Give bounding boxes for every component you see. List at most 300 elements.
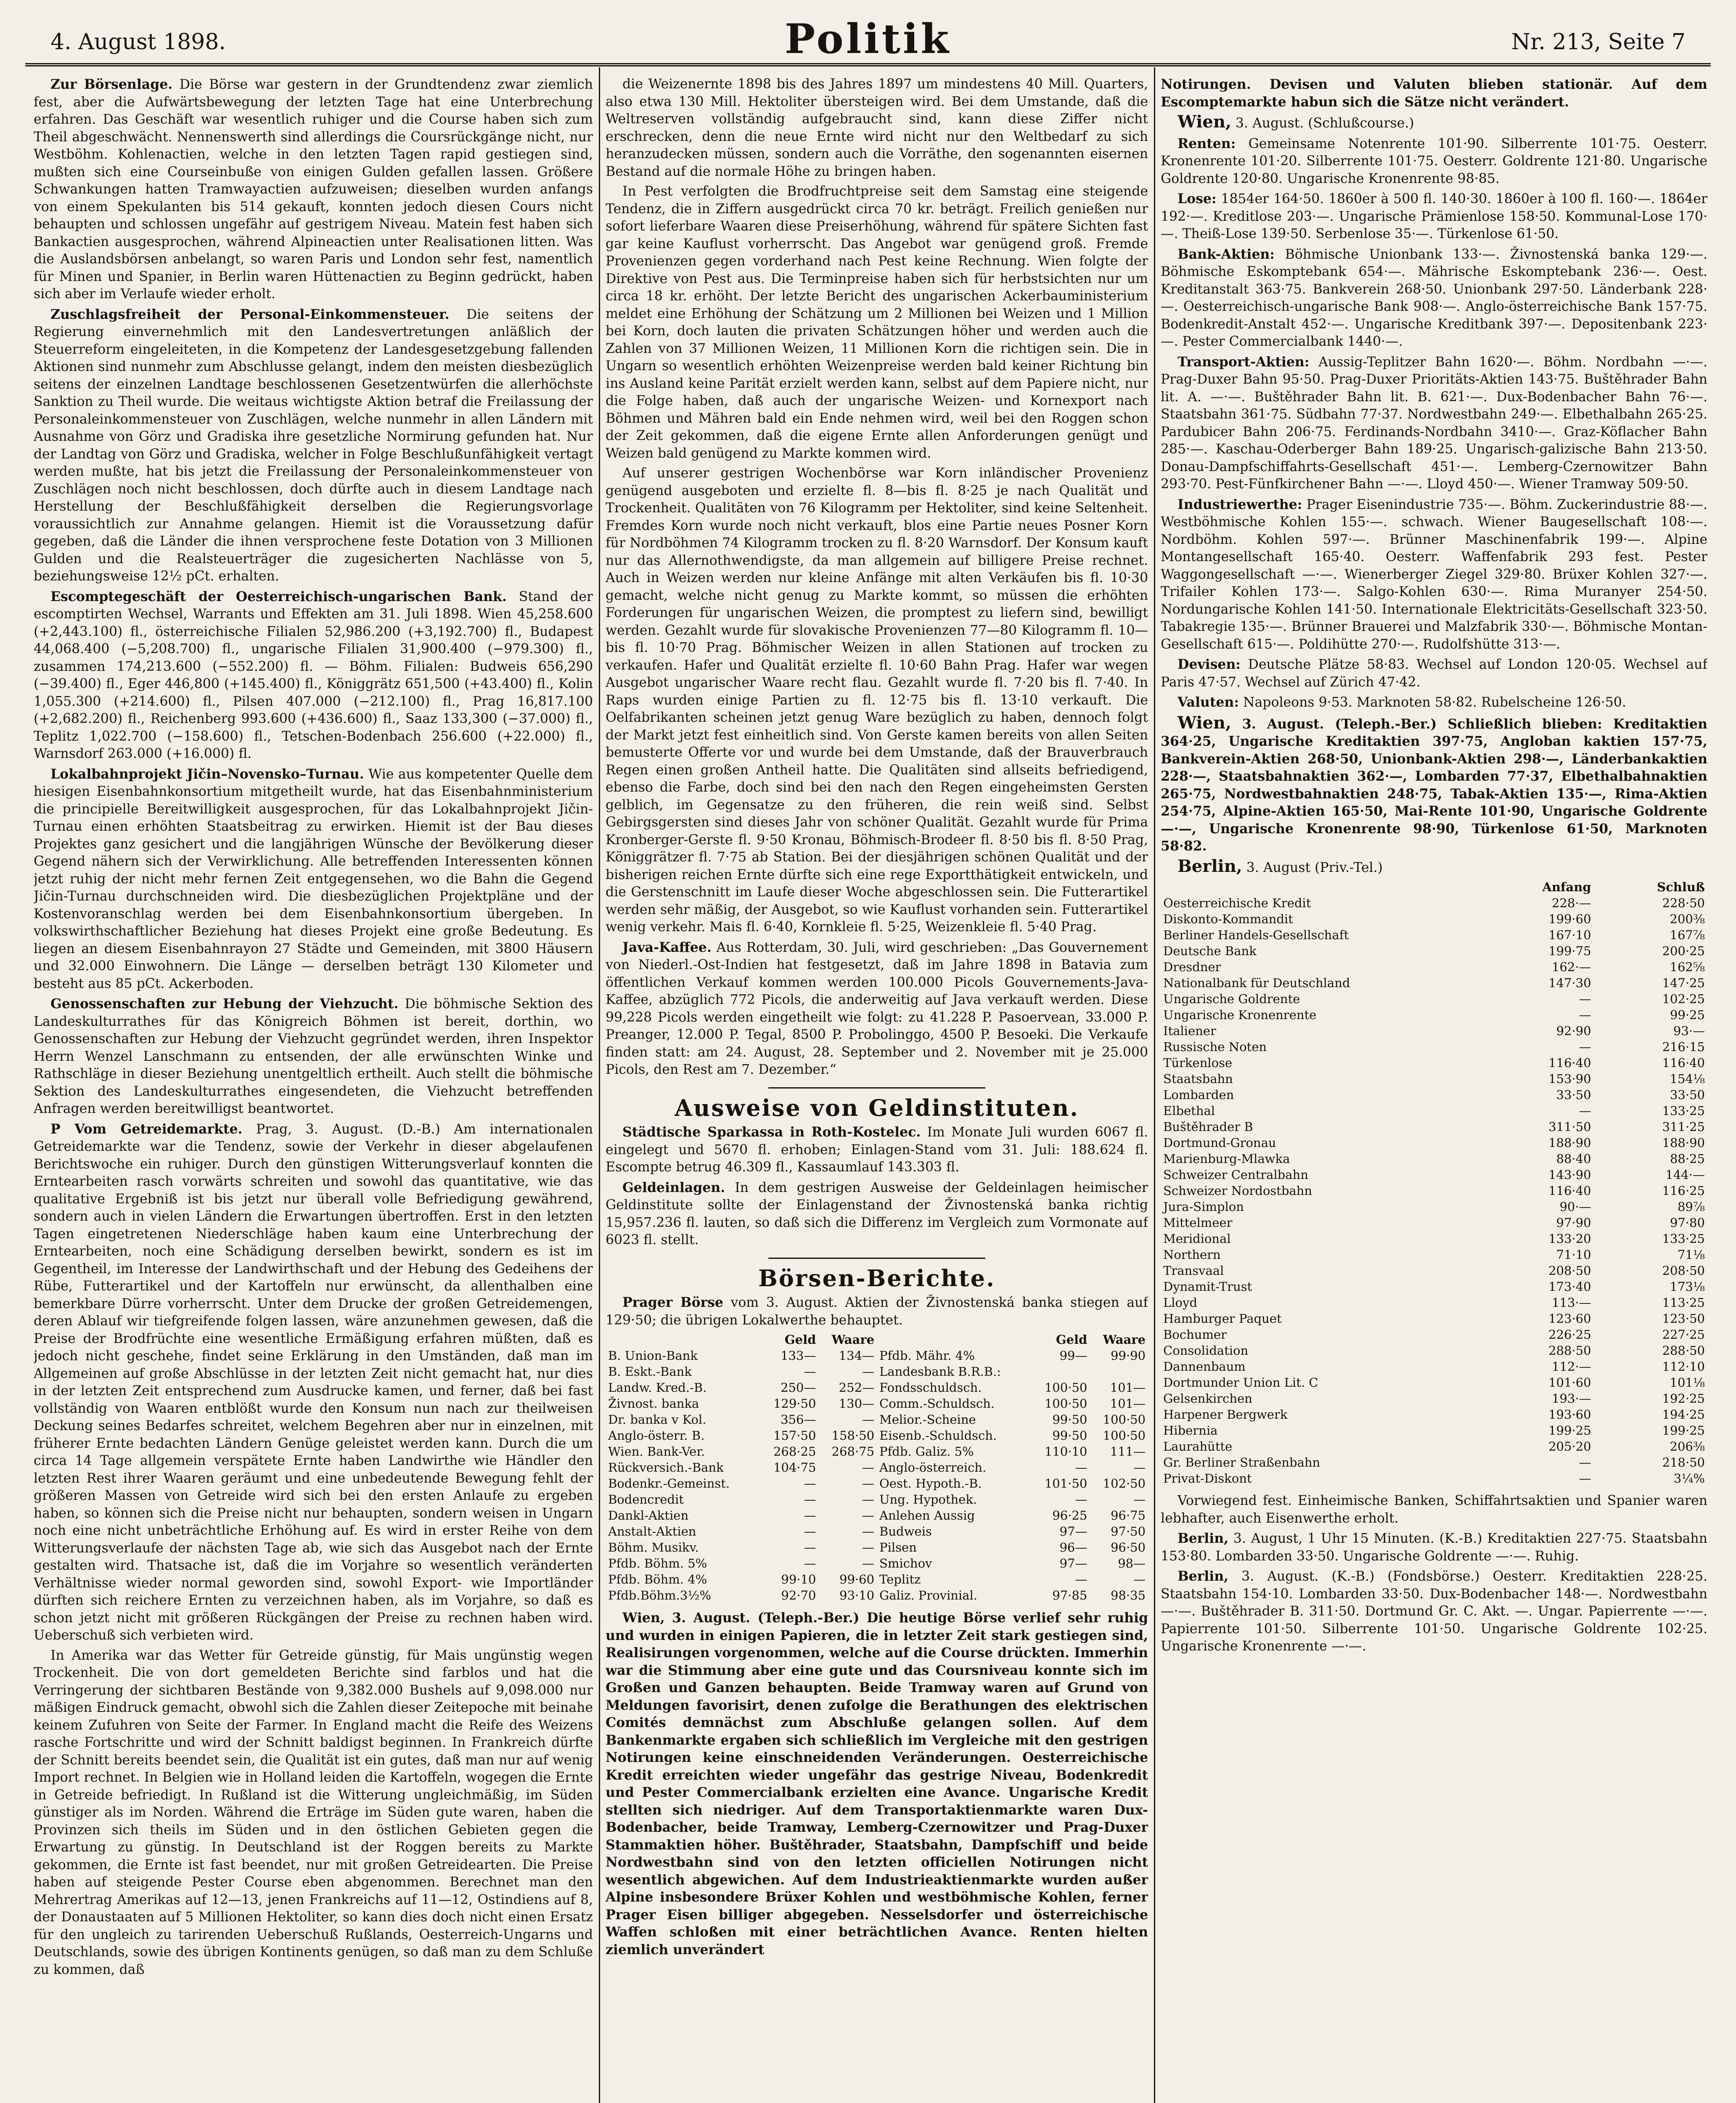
table-row <box>606 1555 1148 1571</box>
table-cell: Bodencredit <box>608 1492 684 1507</box>
table-row <box>1161 1023 1707 1039</box>
table-cell: Bodenkr.-Gemeinst. <box>608 1476 730 1491</box>
wien2-lead: Wien, <box>1178 712 1231 733</box>
table-cell: Geld <box>784 1332 816 1347</box>
table-cell: Lloyd <box>1163 1295 1197 1310</box>
section-boersen: Börsen-Berichte. <box>758 1264 995 1292</box>
col2-articles <box>606 76 1148 1079</box>
table-cell: Berliner Handels-Gesellschaft <box>1163 928 1349 942</box>
table-cell: 288·50 <box>1548 1343 1591 1358</box>
table-cell: 173⅛ <box>1670 1279 1705 1294</box>
table-cell: 157·50 <box>773 1428 816 1443</box>
column-2 <box>606 76 1148 2103</box>
table-cell: Nationalbank für Deutschland <box>1163 976 1350 990</box>
table-cell: 167·10 <box>1548 928 1591 942</box>
table-cell: 143·90 <box>1548 1168 1591 1182</box>
table-row <box>606 1348 1148 1364</box>
wien-schluss-lead: Wien, <box>1178 112 1231 132</box>
table-cell: 130— <box>839 1396 875 1411</box>
table-row <box>1161 1295 1707 1311</box>
page-number: Nr. 213, Seite 7 <box>1511 29 1686 55</box>
table-cell: 93·10 <box>839 1588 875 1602</box>
table-cell: Transvaal <box>1163 1263 1224 1278</box>
table-cell: — <box>804 1524 816 1539</box>
table-cell: 123·50 <box>1662 1311 1705 1326</box>
table-cell: 199·60 <box>1548 912 1591 926</box>
table-cell: Gelsenkirchen <box>1163 1391 1252 1406</box>
table-row <box>1161 1327 1707 1343</box>
table-cell: 116·40 <box>1548 1056 1591 1070</box>
table-cell: 133·25 <box>1662 1104 1705 1118</box>
article-paragraph <box>34 1647 593 1979</box>
article-paragraph <box>1161 246 1707 351</box>
table-cell: 33·50 <box>1556 1088 1591 1102</box>
table-cell: Oest. Hypoth.-B. <box>879 1476 982 1491</box>
table-cell: 208·50 <box>1662 1263 1705 1278</box>
table-cell: — <box>862 1524 875 1539</box>
table-cell: 104·75 <box>773 1460 816 1475</box>
table-cell: — <box>1579 1040 1591 1054</box>
table-cell: 92·90 <box>1556 1024 1591 1038</box>
article-paragraph <box>1161 1568 1707 1655</box>
prag-text: vom 3. August. Aktien der Živnostenská banka stiegen auf 129·50; die übrigen Lokalwerthe behauptet. <box>606 1295 1148 1328</box>
table-row <box>1161 991 1707 1007</box>
table-cell: Pfdb. Galiz. 5% <box>879 1444 974 1459</box>
col3-continuation: Notirungen. Devisen und Valuten blieben stationär. Auf dem Escomptemarkte habun sich die Sätze nicht verändert. <box>1161 77 1707 110</box>
article-lead: Java-Kaffee. <box>622 939 712 955</box>
table-cell: Fondsschuldsch. <box>879 1380 982 1395</box>
table-row <box>1161 1199 1707 1215</box>
table-cell: Meridional <box>1163 1232 1231 1246</box>
page-date: 4. August 1898. <box>50 29 226 55</box>
article-paragraph <box>606 76 1148 180</box>
article-text: Gemeinsame Notenrente 101·90. Silberrente 101·75. Oesterr. Kronenrente 101·20. Silberrente 101·75. Oesterr. Goldrente 121·80. Ungarische Goldrente 120·80. Ungarische Kronenrente 98·85. <box>1161 136 1707 186</box>
table-cell: 173·40 <box>1548 1279 1591 1294</box>
table-cell: Anstalt-Aktien <box>608 1524 696 1539</box>
divider <box>768 1258 985 1259</box>
table-cell: 153·90 <box>1548 1072 1591 1086</box>
table-cell: 162·— <box>1551 960 1591 974</box>
berlin-quote-table <box>1161 879 1707 1486</box>
table-cell: Hamburger Paquet <box>1163 1311 1282 1326</box>
table-cell: 96·50 <box>1110 1540 1146 1555</box>
table-row <box>1161 911 1707 927</box>
table-cell: — <box>804 1508 816 1523</box>
table-row <box>606 1491 1148 1507</box>
table-cell: 71⅛ <box>1677 1247 1705 1262</box>
article-lead: P Vom Getreidemarkte. <box>50 1121 243 1137</box>
article-lead: Escomptegeschäft der Oesterreichisch-ungarischen Bank. <box>50 588 507 604</box>
table-cell: Laurahütte <box>1163 1439 1233 1454</box>
article-paragraph <box>1161 135 1707 188</box>
table-cell: 116·40 <box>1548 1184 1591 1198</box>
prag-lead: Prager Börse <box>622 1295 723 1310</box>
table-row <box>1161 895 1707 911</box>
table-row <box>1161 959 1707 975</box>
table-cell: 100·50 <box>1044 1380 1088 1395</box>
article-paragraph <box>1161 1530 1707 1565</box>
table-cell: — <box>862 1476 875 1491</box>
table-cell: 205·20 <box>1548 1439 1591 1454</box>
table-cell: Dortmunder Union Lit. C <box>1163 1375 1318 1390</box>
table-cell: 112·— <box>1551 1359 1591 1374</box>
table-cell: 133·20 <box>1548 1232 1591 1246</box>
article-text: Aussig-Teplitzer Bahn 1620·—. Böhm. Nordbahn —·—. Prag-Duxer Bahn 95·50. Prag-Duxer Prioritäts-Aktien 143·75. Buštěhrader Bahn lit. A. —·—. Buštěhrader Bahn lit. B. 621·—. Dux-Bodenbacher Bahn 76·—. Staatsbahn 361·75. Südbahn 77·37. Nordwestbahn 249·—. Elbethalbahn 265·25. Pardubicer Bahn 206·75. Ferdinands-Nordbahn 3410·—. Graz-Köflacher Bahn 285·—. Kaschau-Oderberger Bahn 189·25. Ungarisch-galizische Bahn 213·50. Donau-Dampfschiffahrts-Gesellschaft 451·—. Lemberg-Czernowitzer Bahn 293·70. Pest-Fünfkirchener Bahn —·—. Lloyd 450·—. Wiener Tramway 509·50. <box>1161 354 1707 492</box>
table-cell: — <box>862 1364 875 1379</box>
table-cell: Galiz. Provinial. <box>879 1588 977 1602</box>
table-cell: 113·25 <box>1662 1295 1705 1310</box>
table-cell: 101·50 <box>1044 1476 1088 1491</box>
table-cell: 97·90 <box>1556 1216 1591 1230</box>
article-paragraph <box>606 465 1148 936</box>
column-3 <box>1161 76 1707 2103</box>
table-cell: 99·10 <box>781 1572 816 1587</box>
table-cell: 99— <box>1059 1348 1088 1363</box>
table-row <box>1161 1454 1707 1470</box>
wien2-text: 3. August. (Teleph.-Ber.) Schließlich blieben: Kreditaktien 364·25, Ungarische Kreditaktien 397·75, Angloban kaktien 157·75, Bankverein-Aktien 268·50, Unionbank-Aktien 298·—, Länderbankaktien 228·—, Staatsbahnaktien 362·—, Lombarden 77·37, Elbethalbahnaktien 265·75, Nordwestbahnaktien 248·75, Tabak-Aktien 135·—, Rima-Aktien 254·75, Alpine-Aktien 165·50, Mai-Rente 101·90, Ungarische Goldrente —·—, Ungarische Kronenrente 98·90, Türkenlose 61·50, Marknoten 58·82. <box>1161 716 1707 854</box>
table-row <box>1161 1007 1707 1023</box>
table-cell: Harpener Bergwerk <box>1163 1407 1288 1422</box>
table-row <box>1161 1135 1707 1151</box>
table-cell: 101— <box>1110 1380 1146 1395</box>
article-paragraph <box>34 76 593 303</box>
article-lead: Lokalbahnprojekt Jičin–Novensko–Turnau. <box>50 766 364 782</box>
berlin-ticker-list <box>1161 1530 1707 1655</box>
table-row <box>1161 1263 1707 1279</box>
article-lead: Bank-Aktien: <box>1178 246 1275 262</box>
article-paragraph <box>34 765 593 993</box>
table-row <box>1161 1231 1707 1247</box>
table-cell: Schweizer Centralbahn <box>1163 1168 1308 1182</box>
table-cell: Bochumer <box>1163 1327 1227 1342</box>
table-cell: 97·50 <box>1110 1524 1146 1539</box>
wien-schluss-head <box>1161 113 1707 132</box>
table-cell: 356— <box>781 1412 816 1427</box>
article-text: Napoleons 9·53. Marknoten 58·82. Rubelscheine 126·50. <box>1243 695 1626 710</box>
article-paragraph <box>34 588 593 763</box>
table-row <box>1161 1039 1707 1055</box>
table-cell: 100·50 <box>1103 1412 1146 1427</box>
table-cell: 192·25 <box>1662 1391 1705 1406</box>
table-cell: 288·50 <box>1662 1343 1705 1358</box>
table-cell: Anfang <box>1542 880 1591 894</box>
table-row <box>606 1396 1148 1412</box>
masthead <box>25 13 1711 66</box>
article-paragraph <box>606 939 1148 1079</box>
table-cell: Pfdb. Mähr. 4% <box>879 1348 975 1363</box>
table-row <box>1161 1215 1707 1231</box>
table-cell: 218·50 <box>1662 1455 1705 1470</box>
table-cell: 92·70 <box>781 1588 816 1602</box>
table-cell: 193·60 <box>1548 1407 1591 1422</box>
table-cell: 89⅞ <box>1677 1200 1705 1214</box>
table-cell: Northern <box>1163 1247 1221 1262</box>
wien-text: 3. August. (Teleph.-Ber.) Die heutige Börse verlief sehr ruhig und wurden in einigen Papieren, die in letzter Zeit stark gestiegen sind, Realisirungen vorgenommen, welche auf die Course drückten. Immerhin war die Stimmung aber eine gute und das Coursniveau konnte sich im Großen und Ganzen behaupten. Beide Tramway waren auf Grund von Meldungen favorisirt, denen zufolge die Berathungen des elektrischen Comités demnächst zum Abschluße gelangen sollen. Auf dem Bankenmarkte ergaben sich schließlich im Vergleiche mit den gestrigen Notirungen keine einschneidenden Veränderungen. Oesterreichische Kredit erreichten wieder ungefähr das gestrige Niveau, Bodenkredit und Pester Commercialbank erzielten eine Avance. Ungarische Kredit stellten sich niedriger. Auf dem Transportaktienmarkte waren Dux-Bodenbacher, beide Tramway, Lemberg-Czernowitzer und Prag-Duxer Stammaktien höher. Buštěhrader, Staatsbahn, Dampfschiff und beide Nordwestbahn sind von den letzten officiellen Notirungen nicht wesentlich abgewichen. Auf dem Industrieaktienmarkte wurden außer Alpine insbesondere Brüxer Kohlen und westböhmische Kohlen, ferner Prager Eisen billiger abgegeben. Nesselsdorfer und österreichische Waffen schloßen mit einer beträchtlichen Avance. Renten hielten ziemlich unverändert <box>606 1610 1148 1957</box>
table-cell: Dynamit-Trust <box>1163 1279 1252 1294</box>
table-cell: 226·25 <box>1548 1327 1591 1342</box>
table-cell: Waare <box>1103 1332 1146 1347</box>
table-row <box>606 1507 1148 1523</box>
table-row <box>1161 975 1707 991</box>
table-cell: — <box>1579 1008 1591 1022</box>
table-row <box>1161 1103 1707 1119</box>
table-cell: Dannenbaum <box>1163 1359 1246 1374</box>
table-cell: Wien. Bank-Ver. <box>608 1444 705 1459</box>
article-text: In Amerika war das Wetter für Getreide günstig, für Mais ungünstig wegen Trockenheit. Die von dort gemeldeten Berichte sind farblos und hat die Verringerung der sichtbaren Bestände von 9,382.000 Bushels auf 9,098.000 nur mäßigen Eindruck gemacht, obwohl sich die Zahlen dieser Zeitepoche mit beinahe keinem Zufuhren von Seite der Farmer. In England macht die Reife des Weizens rasche Fortschritte und wird der Schnitt baldigst beginnen. In Frankreich dürfte der Schnitt bereits beendet sein, die Qualität ist ein gutes, daß man nur auf wenig Import rechnet. In Belgien wie in Holland leiden die Kartoffeln, wogegen die Ernte in Getreide befriedigt. In Rußland ist die Witterung ungleichmäßig, im Süden günstiger als im Norden. Während die Erträge im Süden gute waren, haben die Provinzen sich theils im Süden und in den östlichen Gebieten gegen die Erwartung zu günstig. In Deutschland ist der Roggen bereits zu Markte gekommen, die Ernte ist fast beendet, nur mit großen Getreidearten. Die Preise haben auf steigende Pester Course eben abgenommen. Berechnet man den Mehrertrag Amerikas auf 12—13, jenen Frankreichs auf 11—12, Ostindiens auf 8, der Donaustaaten auf 5 Millionen Hektoliter, so kann dies doch nicht einen Ersatz für den ungleich zu tarirenden Ueberschuß Rußlands, Oesterreich-Ungarns und Deutschlands, sowie des übrigen Kontinents genügen, so daß man zu dem Schluße zu kommen, daß <box>34 1647 593 1977</box>
table-row <box>1161 1422 1707 1438</box>
article-text: 3. August, 1 Uhr 15 Minuten. (K.-B.) Kreditaktien 227·75. Staatsbahn 153·80. Lombarden 33·50. Ungarische Goldrente —·—. Ruhig. <box>1161 1531 1707 1564</box>
table-cell: 133·25 <box>1662 1232 1705 1246</box>
article-paragraph <box>606 183 1148 462</box>
article-text: 3. August. (K.-B.) (Fondsbörse.) Oesterr. Kreditaktien 228·25. Staatsbahn 154·10. Lombarden 33·50. Dux-Bodenbacher 148·—. Nordwestbahn —·—. Buštěhrader B. 311·50. Dortmund Gr. C. Akt. —. Ungar. Papierrente —·—. Papierrente 101·50. Silberrente 101·50. Ungarische Goldrente 102·25. Ungarische Kronenrente —·—. <box>1161 1569 1707 1654</box>
table-row <box>606 1475 1148 1491</box>
article-lead: Valuten: <box>1178 694 1239 710</box>
table-cell: Ung. Hypothek. <box>879 1492 977 1507</box>
table-cell: Landw. Kred.-B. <box>608 1380 707 1395</box>
prag-intro <box>606 1294 1148 1329</box>
table-cell: 193·— <box>1551 1391 1591 1406</box>
table-cell <box>1161 879 1478 895</box>
berlin-table-header <box>1161 879 1707 895</box>
table-cell: Pfdb. Böhm. 5% <box>608 1556 707 1571</box>
table-cell: Schluß <box>1657 880 1705 894</box>
table-cell: 194·25 <box>1662 1407 1705 1422</box>
table-cell: 96·25 <box>1052 1508 1088 1523</box>
table-cell: 134— <box>839 1348 875 1363</box>
table-cell: 199·25 <box>1548 1423 1591 1438</box>
table-cell: 101— <box>1110 1396 1146 1411</box>
table-row <box>606 1380 1148 1396</box>
table-cell: Gr. Berliner Straßenbahn <box>1163 1455 1321 1470</box>
berlin-note: Vorwiegend fest. Einheimische Banken, Schiffahrtsaktien und Spanier waren lebhafter, auch Eisenwerthe erholt. <box>1161 1493 1707 1526</box>
table-cell: — <box>1133 1492 1146 1507</box>
table-cell: 199·25 <box>1662 1423 1705 1438</box>
article-text: Prag, 3. August. (D.-B.) Am internationalen Getreidemarkte war die Tendenz, sowie der Verkehr in dieser abgelaufenen Berichtswoche ein ruhiger. Durch den günstigen Witterungsverlauf konnten die Erntearbeiten rasch vorwärts schreiten und sowohl das quantitative, wie das qualitative Ergebniß ist bis jetzt nur überall volle Befriedigung gewährend, sondern auch in vielen Ländern die Erwartungen übertroffen. Erst in den letzten Tagen eingetretenen Niederschläge haben kaum eine Unterbrechung der Erntearbeiten, noch eine Schädigung derselben bewirkt, sondern es ist im Gegentheil, im Interesse der Landwirthschaft und der Hebung des Gedeihens der Rübe, Futterartikel und der Kartoffeln nur erwünscht, da allenthalben eine bemerkbare Dürre vorherrscht. Unter dem Drucke der großen Getreidemengen, deren Ablauf wir tiefgreifende folgen lassen, wäre anzunehmen gewesen, daß die Preise der Brodfrüchte eine wesentliche Ermäßigung erfahren müßten, daß es jedoch nicht geschehe, findet seine Erklärung in den Umständen, daß man im Allgemeinen auf große Abschlüsse in der letzten Zeit nicht gemacht hat, nur dies in der letzten Zeit entsprechend zum Ausdrucke kamen, und ferner, daß bei fast vollständig von Waaren entblößt wurde den Konsum nun nach zur theilweisen Deckung seines Bedarfes schreitet, welchem Begehren aber nur in einzelnen, mit früherer Ernte bedachten Ländern Genüge geleistet werden kann. Durch die um circa 14 Tage allgemein verspätete Ernte haben Landwirthe wie Händler den letzten Rest ihrer Waaren geräumt und eine unbedeutende Bewegung fehlt der größeren Massen von Getreide wird sich bei den ersten Anlaufe zu ergeben haben, so können sich die Preise nicht nur behaupten, sondern weisen in Ungarn noch eine nicht unbeträchtliche Erhöhung auf. Es wird in erster Reihe von dem Witterungsverlaufe der nächsten Tage ab, wie sich das Ausgebot nach der Ernte gestalten wird. Thatsache ist, daß die im Vorjahre so wesentlich veränderten Verhältnisse wieder normal geworden sind, sowohl Export- wie Importländer dürften sich reichere Ernten zu verzeichnen haben, als im Vorjahre, so daß es schon jetzt nicht mit größeren Rückgängen der Preise zu rechnen haben wird. Ueberschuß sich verbieten wird. <box>34 1121 593 1643</box>
article-paragraph <box>34 1120 593 1645</box>
table-cell: 99·90 <box>1110 1348 1146 1363</box>
table-cell: — <box>862 1556 875 1571</box>
table-cell: Dr. banka v Kol. <box>608 1412 707 1427</box>
table-cell: Rückversich.-Bank <box>608 1460 724 1475</box>
table-cell: — <box>1133 1460 1146 1475</box>
table-cell: Jura-Simplon <box>1163 1200 1244 1214</box>
table-row <box>1161 1279 1707 1295</box>
table-cell: Anglo-österreich. <box>879 1460 987 1475</box>
table-cell: Dresdner <box>1163 960 1221 974</box>
table-cell: 206⅜ <box>1670 1439 1705 1454</box>
table-cell: Waare <box>831 1332 875 1347</box>
table-row <box>606 1459 1148 1475</box>
table-row <box>606 1571 1148 1587</box>
table-cell: 99·50 <box>1052 1428 1088 1443</box>
berlin-date: 3. August (Priv.-Tel.) <box>1246 860 1383 875</box>
table-cell: 167⅞ <box>1670 928 1705 942</box>
table-cell: Lombarden <box>1163 1088 1234 1102</box>
table-cell: 123·60 <box>1548 1311 1591 1326</box>
table-cell: 97·85 <box>1052 1588 1088 1602</box>
table-row <box>1161 1167 1707 1183</box>
table-row <box>1161 1087 1707 1103</box>
column-rule <box>599 67 600 2103</box>
prag-table-header <box>606 1332 1148 1348</box>
table-cell: 88·40 <box>1556 1152 1591 1166</box>
table-cell: — <box>862 1412 875 1427</box>
table-cell: 227·25 <box>1662 1327 1705 1342</box>
berlin-head <box>1161 858 1707 877</box>
table-row <box>1161 1359 1707 1375</box>
article-paragraph <box>34 995 593 1118</box>
table-cell: Privat-Diskont <box>1163 1471 1252 1486</box>
table-cell: — <box>1579 992 1591 1006</box>
table-cell: Hibernia <box>1163 1423 1218 1438</box>
table-row <box>606 1587 1148 1603</box>
article-text: Die böhmische Sektion des Landeskulturrathes für das Königreich Böhmen ist bereit, dorthin, wo Genossenschaften zur Hebung der Viehzucht gegründet werden, ihren Inspektor Herrn Wenzel Lanschmann zu entsenden, der alle erwünschten Winke und Rathschläge in dieser Beziehung unentgeltlich ertheilt. Auch stellt die böhmische Sektion des Landeskulturrathes eingesendeten, die Viehzucht betreffenden Anfragen werden bereitwilligst beantwortet. <box>34 996 593 1116</box>
wien-final-report <box>1161 714 1707 855</box>
table-row <box>1161 1183 1707 1199</box>
table-cell: Türkenlose <box>1163 1056 1233 1070</box>
table-cell: 250— <box>781 1380 816 1395</box>
table-cell: Pfdb. Böhm. 4% <box>608 1572 707 1587</box>
table-cell: 96·75 <box>1110 1508 1146 1523</box>
article-paragraph <box>606 1179 1148 1249</box>
table-row <box>1161 943 1707 959</box>
table-cell: 200·25 <box>1662 944 1705 958</box>
table-cell: B. Union-Bank <box>608 1348 698 1363</box>
table-cell: 228·— <box>1551 896 1591 910</box>
table-cell: 133— <box>781 1348 816 1363</box>
table-cell: B. Eskt.-Bank <box>608 1364 692 1379</box>
table-cell: Geld <box>1056 1332 1088 1347</box>
table-cell: 147·30 <box>1548 976 1591 990</box>
table-cell: Italiener <box>1163 1024 1216 1038</box>
table-cell: 200⅜ <box>1670 912 1705 926</box>
article-text: Stand der escomptirten Wechsel, Warrants und Effekten am 31. Juli 1898. Wien 45,258.600 (+2,443.100) fl., österreichische Filialen 52,986.200 (+3,192.700) fl., Budapest 44,068.400 (−5,208.700) fl., ungarische Filialen 31,900.400 (−979.300) fl., zusammen 174,213.600 (−552.200) fl. — Böhm. Filialen: Budweis 656,290 (−39.400) fl., Eger 446,800 (+145.400) fl., Königgrätz 651,500 (+43.400) fl., Kolin 1,055.300 (+214.600) fl., Pilsen 407.000 (−212.100) fl., Prag 16,817.100 (+2,682.200) fl., Reichenberg 993.600 (+436.600) fl., Saaz 133,300 (−37.000) fl., Teplitz 1,022.700 (−158.600) fl., Tetschen-Bodenbach 256.600 (+22.000) fl., Warnsdorf 263.000 (+16.000) fl. <box>34 589 593 761</box>
article-lead: Zur Börsenlage. <box>50 77 173 92</box>
article-lead: Berlin, <box>1178 1531 1229 1546</box>
table-cell: 199·75 <box>1548 944 1591 958</box>
table-cell: 99·25 <box>1670 1008 1705 1022</box>
table-row <box>1161 1151 1707 1167</box>
table-cell: 162⅝ <box>1670 960 1705 974</box>
table-cell: 116·25 <box>1662 1184 1705 1198</box>
table-cell: 98— <box>1118 1556 1146 1571</box>
table-cell: 101·60 <box>1548 1375 1591 1390</box>
table-row <box>1161 1343 1707 1359</box>
table-cell: — <box>804 1492 816 1507</box>
table-cell: — <box>1075 1492 1088 1507</box>
table-cell: Schweizer Nordostbahn <box>1163 1184 1313 1198</box>
table-row <box>606 1523 1148 1539</box>
table-cell: — <box>1075 1572 1088 1587</box>
wien-report <box>606 1609 1148 1958</box>
table-cell <box>877 1332 1032 1348</box>
article-text: Die Börse war gestern in der Grundtendenz zwar ziemlich fest, aber die Aufwärtsbewegung der letzten Tage hat eine Unterbrechung erfahren. Das Geschäft war wesentlich ruhiger und die Course haben sich zum Theil abgeschwächt. Nennenswerth sind allerdings die Coursrückgänge nicht, nur Westböhm. Kohlenactien, welche in den letzten Tagen rapid gestiegen sind, mußten sich eine Courseinbuße von einigen Gulden gefallen lassen. Größere Schwankungen hatten Tramwayactien aufzuweisen; dieselben wurden anfangs von einem Spekulanten bis 514 gekauft, konnten jedoch diesen Cours nicht behaupten und schlossen ungefähr auf gestrigem Niveau. Matein fest haben sich Bankactien ausgesprochen, während Alpineactien unter Realisationen litten. Was die Auslandsbörsen anbelangt, so waren Paris und London sehr fest, namentlich für Minen und Spanier, in Berlin waren Hüttenactien zu Beginn gedrückt, haben sich aber im Verlaufe wieder erholt. <box>34 77 593 302</box>
article-paragraph <box>1161 694 1707 712</box>
table-row <box>606 1428 1148 1443</box>
article-text: In dem gestrigen Ausweise der Geldeinlagen heimischer Geldinstitute sollte der Einlagenstand der Živnostenská banka richtig 15,957.236 fl. lauten, so daß sich die Differenz im Vergleich zum Vormonate auf 6023 fl. stellt. <box>606 1180 1148 1247</box>
geld-articles <box>606 1123 1148 1249</box>
table-cell: 147·25 <box>1662 976 1705 990</box>
table-cell: 90·— <box>1559 1200 1591 1214</box>
table-cell: — <box>862 1492 875 1507</box>
article-paragraph <box>34 306 593 585</box>
table-row <box>1161 1119 1707 1135</box>
table-cell: Pfdb.Böhm.3½% <box>608 1588 711 1602</box>
table-cell: Pilsen <box>879 1540 917 1555</box>
table-cell: 99·60 <box>839 1572 875 1587</box>
article-text: Deutsche Plätze 58·83. Wechsel auf London 120·05. Wechsel auf Paris 47·57. Wechsel auf Zürich 47·42. <box>1161 657 1707 690</box>
article-paragraph <box>606 1123 1148 1176</box>
table-cell: 100·50 <box>1044 1396 1088 1411</box>
table-cell: 113·— <box>1551 1295 1591 1310</box>
table-row <box>606 1443 1148 1459</box>
article-lead: Renten: <box>1178 135 1236 151</box>
table-cell: 252— <box>839 1380 875 1395</box>
table-row <box>1161 1071 1707 1087</box>
table-cell: — <box>1133 1572 1146 1587</box>
article-text: Böhmische Unionbank 133·—. Živnostenská banka 129·—. Böhmische Eskomptebank 654·—. Mährische Eskomptebank 236·—. Oest. Kreditanstalt 363·75. Bankverein 268·50. Unionbank 297·50. Länderbank 228·—. Oesterreichisch-ungarische Bank 908·—. Anglo-österreichische Bank 157·75. Bodenkredit-Anstalt 452·—. Ungarische Kreditbank 397·—. Depositenbank 223·—. Pester Commercialbank 1440·—. <box>1161 246 1707 349</box>
table-cell <box>1090 1364 1148 1380</box>
column-1 <box>34 76 593 2103</box>
article-lead: Devisen: <box>1178 657 1241 672</box>
article-lead: Industriewerthe: <box>1178 496 1302 512</box>
table-cell: — <box>804 1556 816 1571</box>
table-cell: 71·10 <box>1556 1247 1591 1262</box>
berlin-lead: Berlin, <box>1178 856 1242 876</box>
table-cell: 188·90 <box>1662 1136 1705 1150</box>
table-cell: Staatsbahn <box>1163 1072 1233 1086</box>
table-cell: Buštěhrader B <box>1163 1120 1253 1134</box>
table-cell: — <box>1579 1104 1591 1118</box>
table-cell: Diskonto-Kommandit <box>1163 912 1293 926</box>
section-geldinstitute: Ausweise von Geldinstituten. <box>675 1094 1079 1121</box>
table-cell: Marienburg-Mlawka <box>1163 1152 1290 1166</box>
table-cell: 97— <box>1059 1524 1088 1539</box>
table-cell: 154⅛ <box>1670 1072 1705 1086</box>
table-cell: — <box>804 1364 816 1379</box>
table-cell: 93·— <box>1673 1024 1705 1038</box>
table-row <box>606 1412 1148 1428</box>
article-paragraph <box>1161 190 1707 243</box>
article-lead: Berlin, <box>1178 1568 1229 1584</box>
table-cell: 100·50 <box>1103 1428 1146 1443</box>
divider <box>768 1087 985 1089</box>
wien-schluss-date: 3. August. (Schlußcourse.) <box>1235 116 1414 131</box>
table-cell: 116·40 <box>1662 1056 1705 1070</box>
schlusscourse-list <box>1161 135 1707 712</box>
article-lead: Lose: <box>1178 191 1217 207</box>
table-cell: Deutsche Bank <box>1163 944 1257 958</box>
table-cell: — <box>862 1508 875 1523</box>
table-cell: 158·50 <box>831 1428 875 1443</box>
table-cell: — <box>804 1540 816 1555</box>
table-cell: Dankl-Aktien <box>608 1508 689 1523</box>
table-cell: — <box>1579 1455 1591 1470</box>
table-cell: — <box>862 1460 875 1475</box>
table-cell: 3¼% <box>1673 1471 1705 1486</box>
prag-quote-table <box>606 1332 1148 1603</box>
table-cell: Elbethal <box>1163 1104 1215 1118</box>
table-cell: 208·50 <box>1548 1263 1591 1278</box>
table-cell: 268·75 <box>831 1444 875 1459</box>
table-cell: 129·50 <box>773 1396 816 1411</box>
table-cell: Budweis <box>879 1524 932 1539</box>
article-paragraph <box>1161 353 1707 493</box>
table-cell: Consolidation <box>1163 1343 1249 1358</box>
table-cell: 102·25 <box>1662 992 1705 1006</box>
table-row <box>606 1539 1148 1555</box>
table-cell: — <box>1075 1460 1088 1475</box>
